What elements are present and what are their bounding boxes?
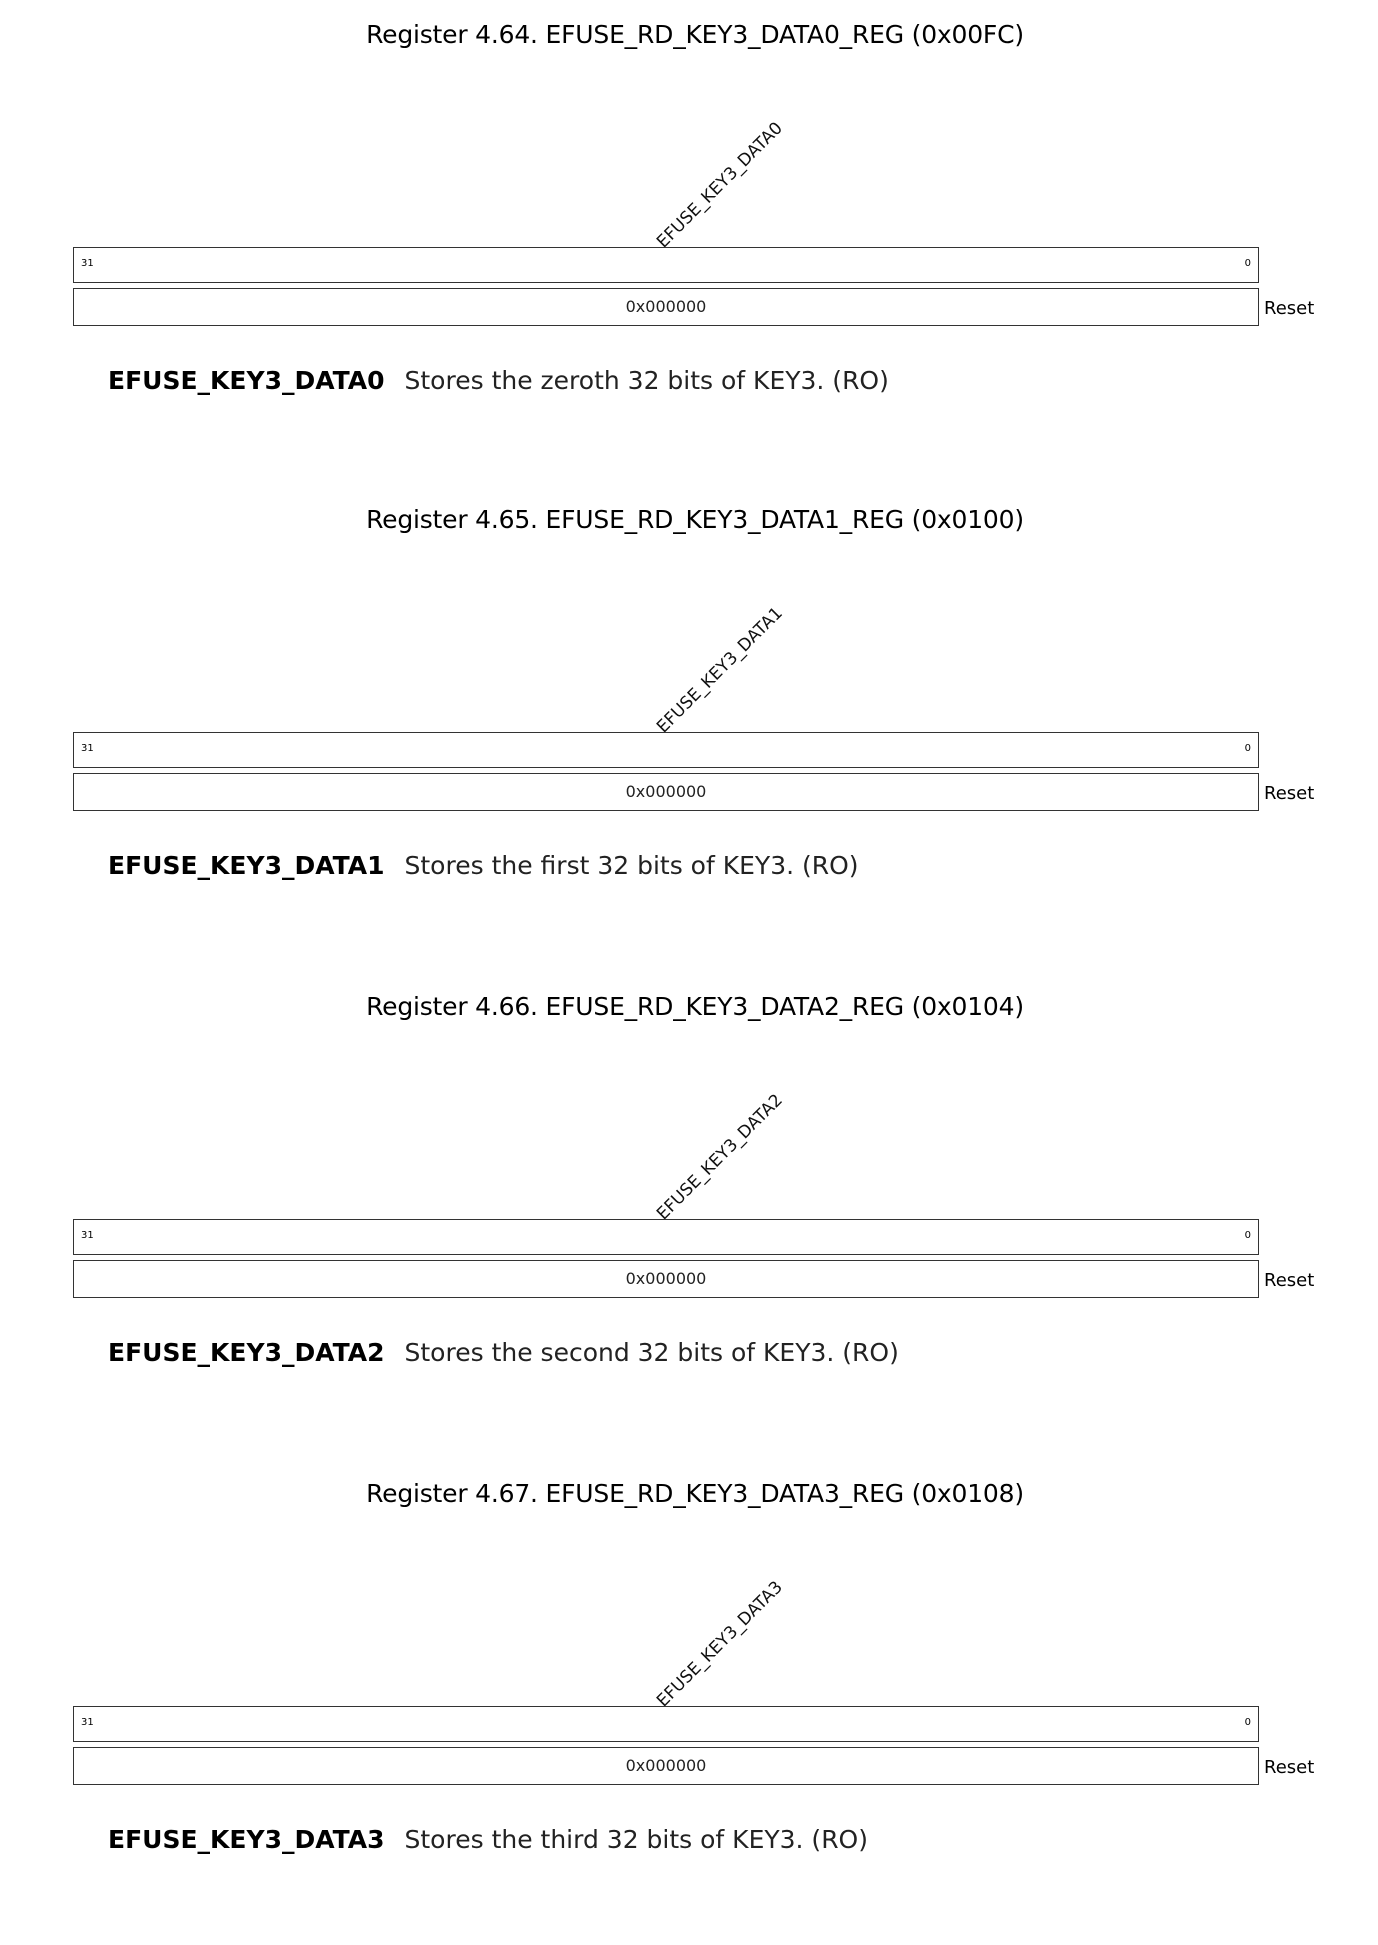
reset-label: Reset — [1264, 783, 1315, 804]
reset-label: Reset — [1264, 298, 1315, 319]
reset-label: Reset — [1264, 1757, 1315, 1778]
bit-range-box — [73, 1219, 1259, 1255]
bit-range-box — [73, 247, 1259, 283]
register-title: Register 4.64. EFUSE_RD_KEY3_DATA0_REG (0x00FC) — [366, 20, 1024, 49]
bit-low-number: 0 — [1244, 743, 1251, 754]
field-description — [108, 1825, 868, 1854]
reset-value-box: 0x000000 — [73, 1260, 1259, 1298]
register-title: Register 4.65. EFUSE_RD_KEY3_DATA1_REG (0x0100) — [366, 505, 1024, 534]
description-field-name: EFUSE_KEY3_DATA2 — [108, 1338, 385, 1367]
register-title: Register 4.66. EFUSE_RD_KEY3_DATA2_REG (0x0104) — [366, 992, 1024, 1021]
reset-value-box: 0x000000 — [73, 288, 1259, 326]
description-text: Stores the third 32 bits of KEY3. (RO) — [404, 1825, 868, 1854]
bit-range-box — [73, 732, 1259, 768]
reset-value-box: 0x000000 — [73, 1747, 1259, 1785]
reset-value-box: 0x000000 — [73, 773, 1259, 811]
field-description — [108, 366, 889, 395]
field-description — [108, 851, 859, 880]
bit-range-box — [73, 1706, 1259, 1742]
description-field-name: EFUSE_KEY3_DATA0 — [108, 366, 385, 395]
register-block — [0, 1459, 1378, 1945]
bit-high-number: 31 — [81, 258, 94, 269]
field-name-label: EFUSE_KEY3_DATA0 — [653, 118, 787, 253]
bit-low-number: 0 — [1244, 258, 1251, 269]
field-name-label: EFUSE_KEY3_DATA2 — [653, 1090, 787, 1225]
description-text: Stores the second 32 bits of KEY3. (RO) — [404, 1338, 899, 1367]
bit-low-number: 0 — [1244, 1230, 1251, 1241]
field-description — [108, 1338, 899, 1367]
description-field-name: EFUSE_KEY3_DATA1 — [108, 851, 385, 880]
field-name-label: EFUSE_KEY3_DATA1 — [653, 603, 787, 738]
description-field-name: EFUSE_KEY3_DATA3 — [108, 1825, 385, 1854]
reset-label: Reset — [1264, 1270, 1315, 1291]
bit-high-number: 31 — [81, 1230, 94, 1241]
bit-high-number: 31 — [81, 743, 94, 754]
field-name-label: EFUSE_KEY3_DATA3 — [653, 1577, 787, 1712]
register-block — [0, 485, 1378, 971]
description-text: Stores the zeroth 32 bits of KEY3. (RO) — [404, 366, 889, 395]
description-text: Stores the first 32 bits of KEY3. (RO) — [404, 851, 859, 880]
register-title: Register 4.67. EFUSE_RD_KEY3_DATA3_REG (0x0108) — [366, 1479, 1024, 1508]
register-block — [0, 0, 1378, 486]
bit-high-number: 31 — [81, 1717, 94, 1728]
register-block — [0, 972, 1378, 1458]
bit-low-number: 0 — [1244, 1717, 1251, 1728]
